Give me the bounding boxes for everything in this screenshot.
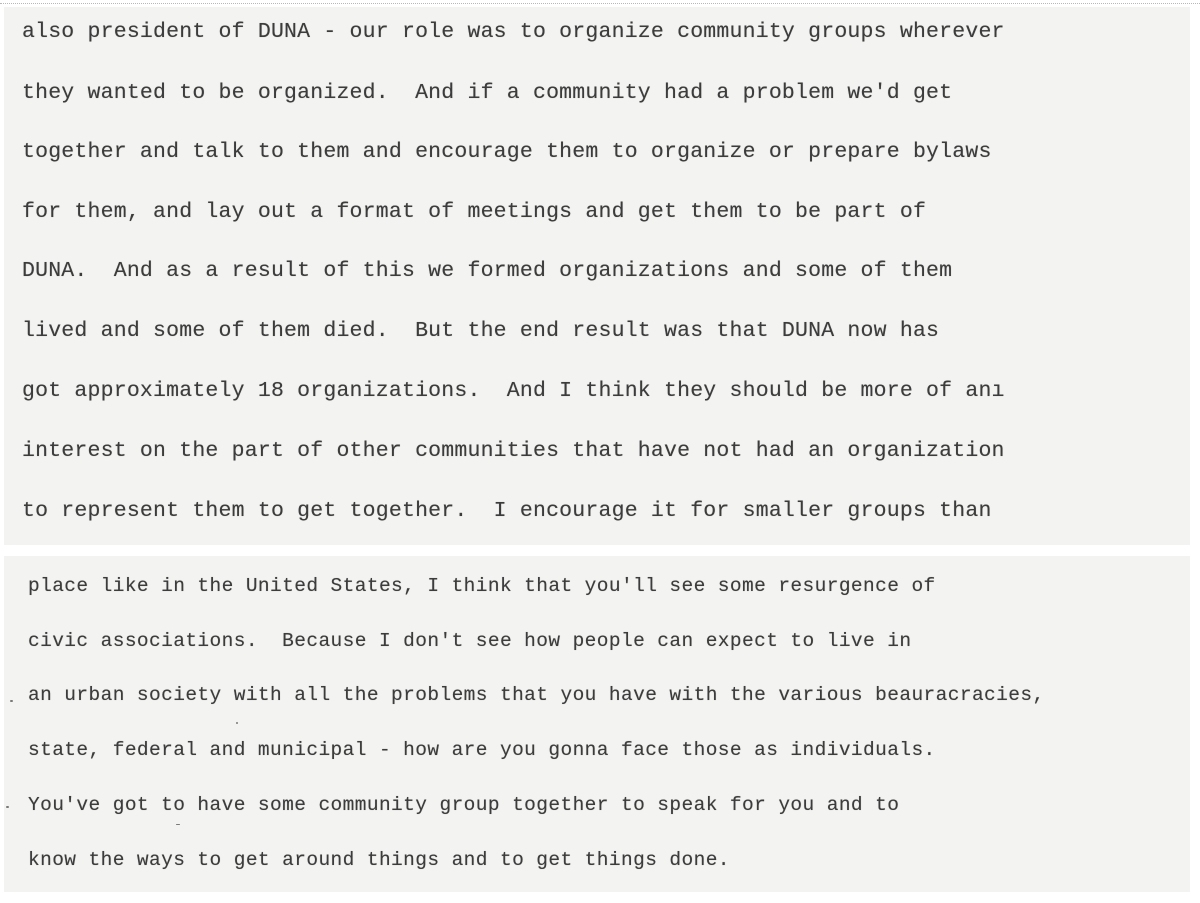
transcript-line: interest on the part of other communities that have not had an organization (22, 439, 1005, 463)
transcript-line: know the ways to get around things and to get things done. (28, 849, 730, 871)
transcript-line: lived and some of them died. But the end result was that DUNA now has (22, 319, 940, 343)
top-dotted-border (0, 3, 1200, 4)
transcript-line: they wanted to be organized. And if a community had a problem we'd get (22, 81, 953, 105)
transcript-line: You've got to have some community group together to speak for you and to (28, 794, 900, 816)
transcript-line: an urban society with all the problems that you have with the various beauracracies, (28, 684, 1045, 706)
transcript-line: together and talk to them and encourage them to organize or prepare bylaws (22, 140, 992, 164)
transcript-excerpt-top (4, 7, 1190, 545)
transcript-line: place like in the United States, I think that you'll see some resurgence of (28, 575, 936, 597)
transcript-excerpt-bottom (4, 556, 1190, 892)
transcript-line: for them, and lay out a format of meetings and get them to be part of (22, 200, 927, 224)
transcript-line: to represent them to get together. I encourage it for smaller groups than (22, 499, 992, 523)
transcript-line: DUNA. And as a result of this we formed organizations and some of them (22, 259, 953, 283)
paper-speck (10, 700, 13, 702)
transcript-line: civic associations. Because I don't see how people can expect to live in (28, 630, 912, 652)
paper-speck (6, 806, 9, 808)
paper-speck (236, 722, 238, 724)
transcript-line: got approximately 18 organizations. And I think they should be more of anı (22, 379, 1005, 403)
transcript-line: state, federal and municipal - how are you gonna face those as individuals. (28, 739, 936, 761)
paper-speck (176, 824, 180, 825)
transcript-line: also president of DUNA - our role was to organize community groups wherever (22, 20, 1005, 44)
